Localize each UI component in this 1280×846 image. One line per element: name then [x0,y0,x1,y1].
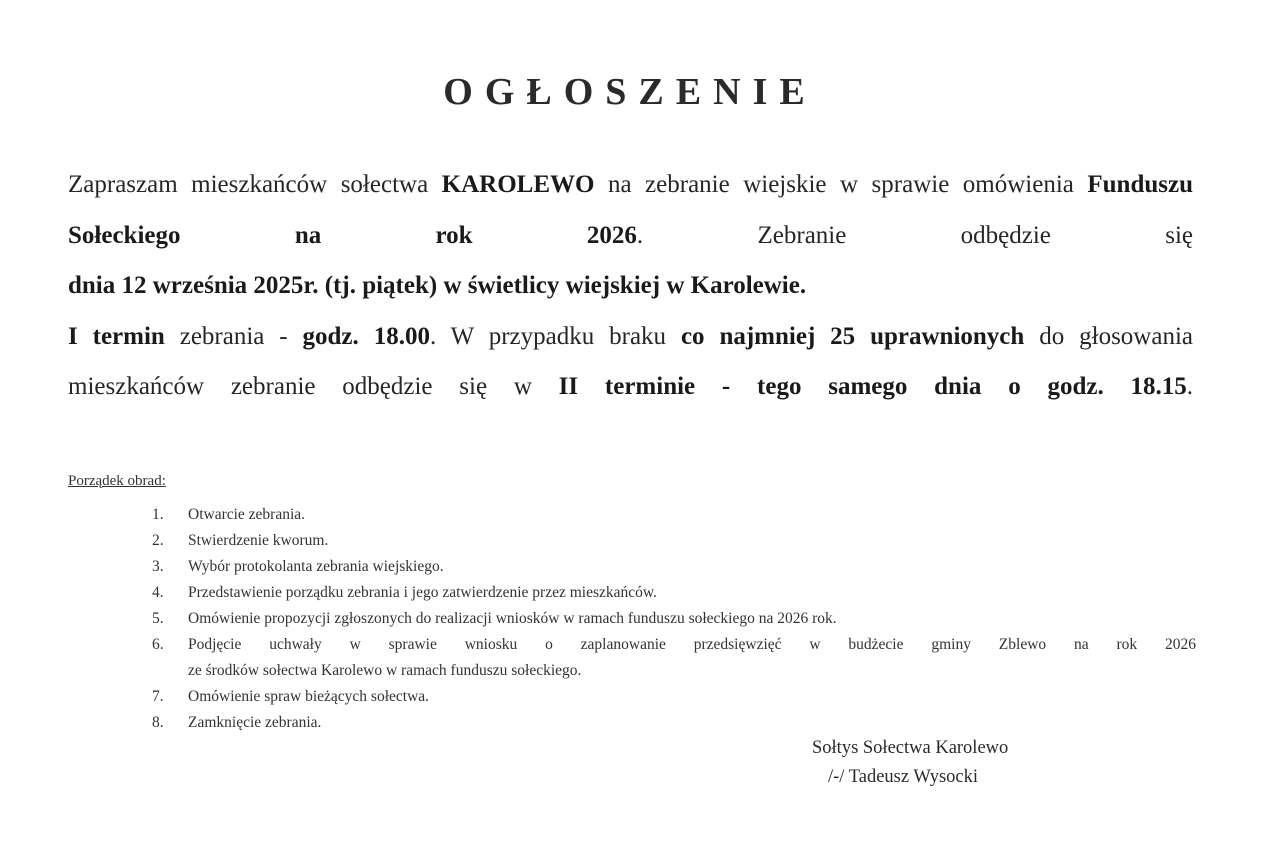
invitation-text: Zapraszam mieszkańców sołectwa [68,171,442,198]
agenda-item [152,632,1196,684]
agenda-item-text: Przedstawienie porządku zebrania i jego zatwierdzenie przez mieszkańców. [188,584,657,601]
agenda-heading: Porządek obrad: [68,473,166,489]
agenda-item [152,710,1196,736]
agenda-item-number: 4. [152,584,164,601]
agenda-item-number: 8. [152,714,164,731]
agenda-item-number: 1. [152,506,164,523]
agenda-item-number: 3. [152,558,164,575]
paragraph-invitation [68,160,1193,261]
agenda-item [152,554,1196,580]
agenda-item-text: Omówienie propozycji zgłoszonych do realizacji wniosków w ramach funduszu sołeckiego na 2026 rok. [188,610,837,627]
document-title: OGŁOSZENIE [443,71,817,113]
terms-text: zebrania - [164,322,303,350]
agenda-item-text: Otwarcie zebrania. [188,506,306,523]
paragraph-terms [68,312,1193,413]
agenda-item-text: Omówienie spraw bieżących sołectwa. [188,688,430,705]
invitation-text-2: na zebranie wiejskie w sprawie omówienia [594,171,1088,198]
agenda-item-number: 5. [152,610,164,627]
signature-name: /-/ Tadeusz Wysocki [828,767,979,787]
village-name: KAROLEWO [441,171,595,198]
quorum-requirement: co najmniej 25 uprawnionych [680,322,1025,350]
agenda-item [152,502,1196,528]
agenda-item [152,528,1196,554]
invitation-text-3: . Zebranie odbędzie się [636,221,1193,249]
agenda-item [152,606,1196,632]
agenda-item-text: Zamknięcie zebrania. [188,714,322,731]
first-term-time: godz. 18.00 [302,322,430,350]
agenda-item-number: 6. [152,636,164,653]
agenda-item-text: Wybór protokolanta zebrania wiejskiego. [188,558,444,575]
agenda-list [152,502,1196,736]
agenda-item [152,684,1196,710]
agenda-item-text: Stwierdzenie kworum. [188,532,329,549]
paragraph-date [68,261,1193,312]
terms-text-2: . W przypadku braku [429,322,681,350]
terms-text-3: do głosowania mieszkańców zebranie odbędzie się w [68,322,1193,400]
agenda-item-number: 7. [152,688,164,705]
second-term: II terminie - tego samego dnia o godz. 18.15 [558,373,1187,400]
agenda-item-number: 2. [152,532,164,549]
announcement-body [68,160,1193,413]
meeting-date-place: dnia 12 września 2025r. (tj. piątek) w świetlicy wiejskiej w Karolewie. [68,272,807,299]
fund-name: Funduszu Sołeckiego na rok 2026 [68,171,1193,249]
agenda-item-text-line1: Podjęcie uchwały w sprawie wniosku o zaplanowanie przedsięwzięć w budżecie gminy Zblewo na rok 2026 [188,636,1196,653]
terms-end: . [1186,373,1193,400]
first-term-label: I termin [68,322,165,350]
signature-role: Sołtys Sołectwa Karolewo [812,738,1009,758]
signature-block [812,734,1008,792]
agenda-item-text [188,632,1196,684]
agenda-item [152,580,1196,606]
agenda-item-text-line2: ze środków sołectwa Karolewo w ramach funduszu sołeckiego. [188,662,582,679]
